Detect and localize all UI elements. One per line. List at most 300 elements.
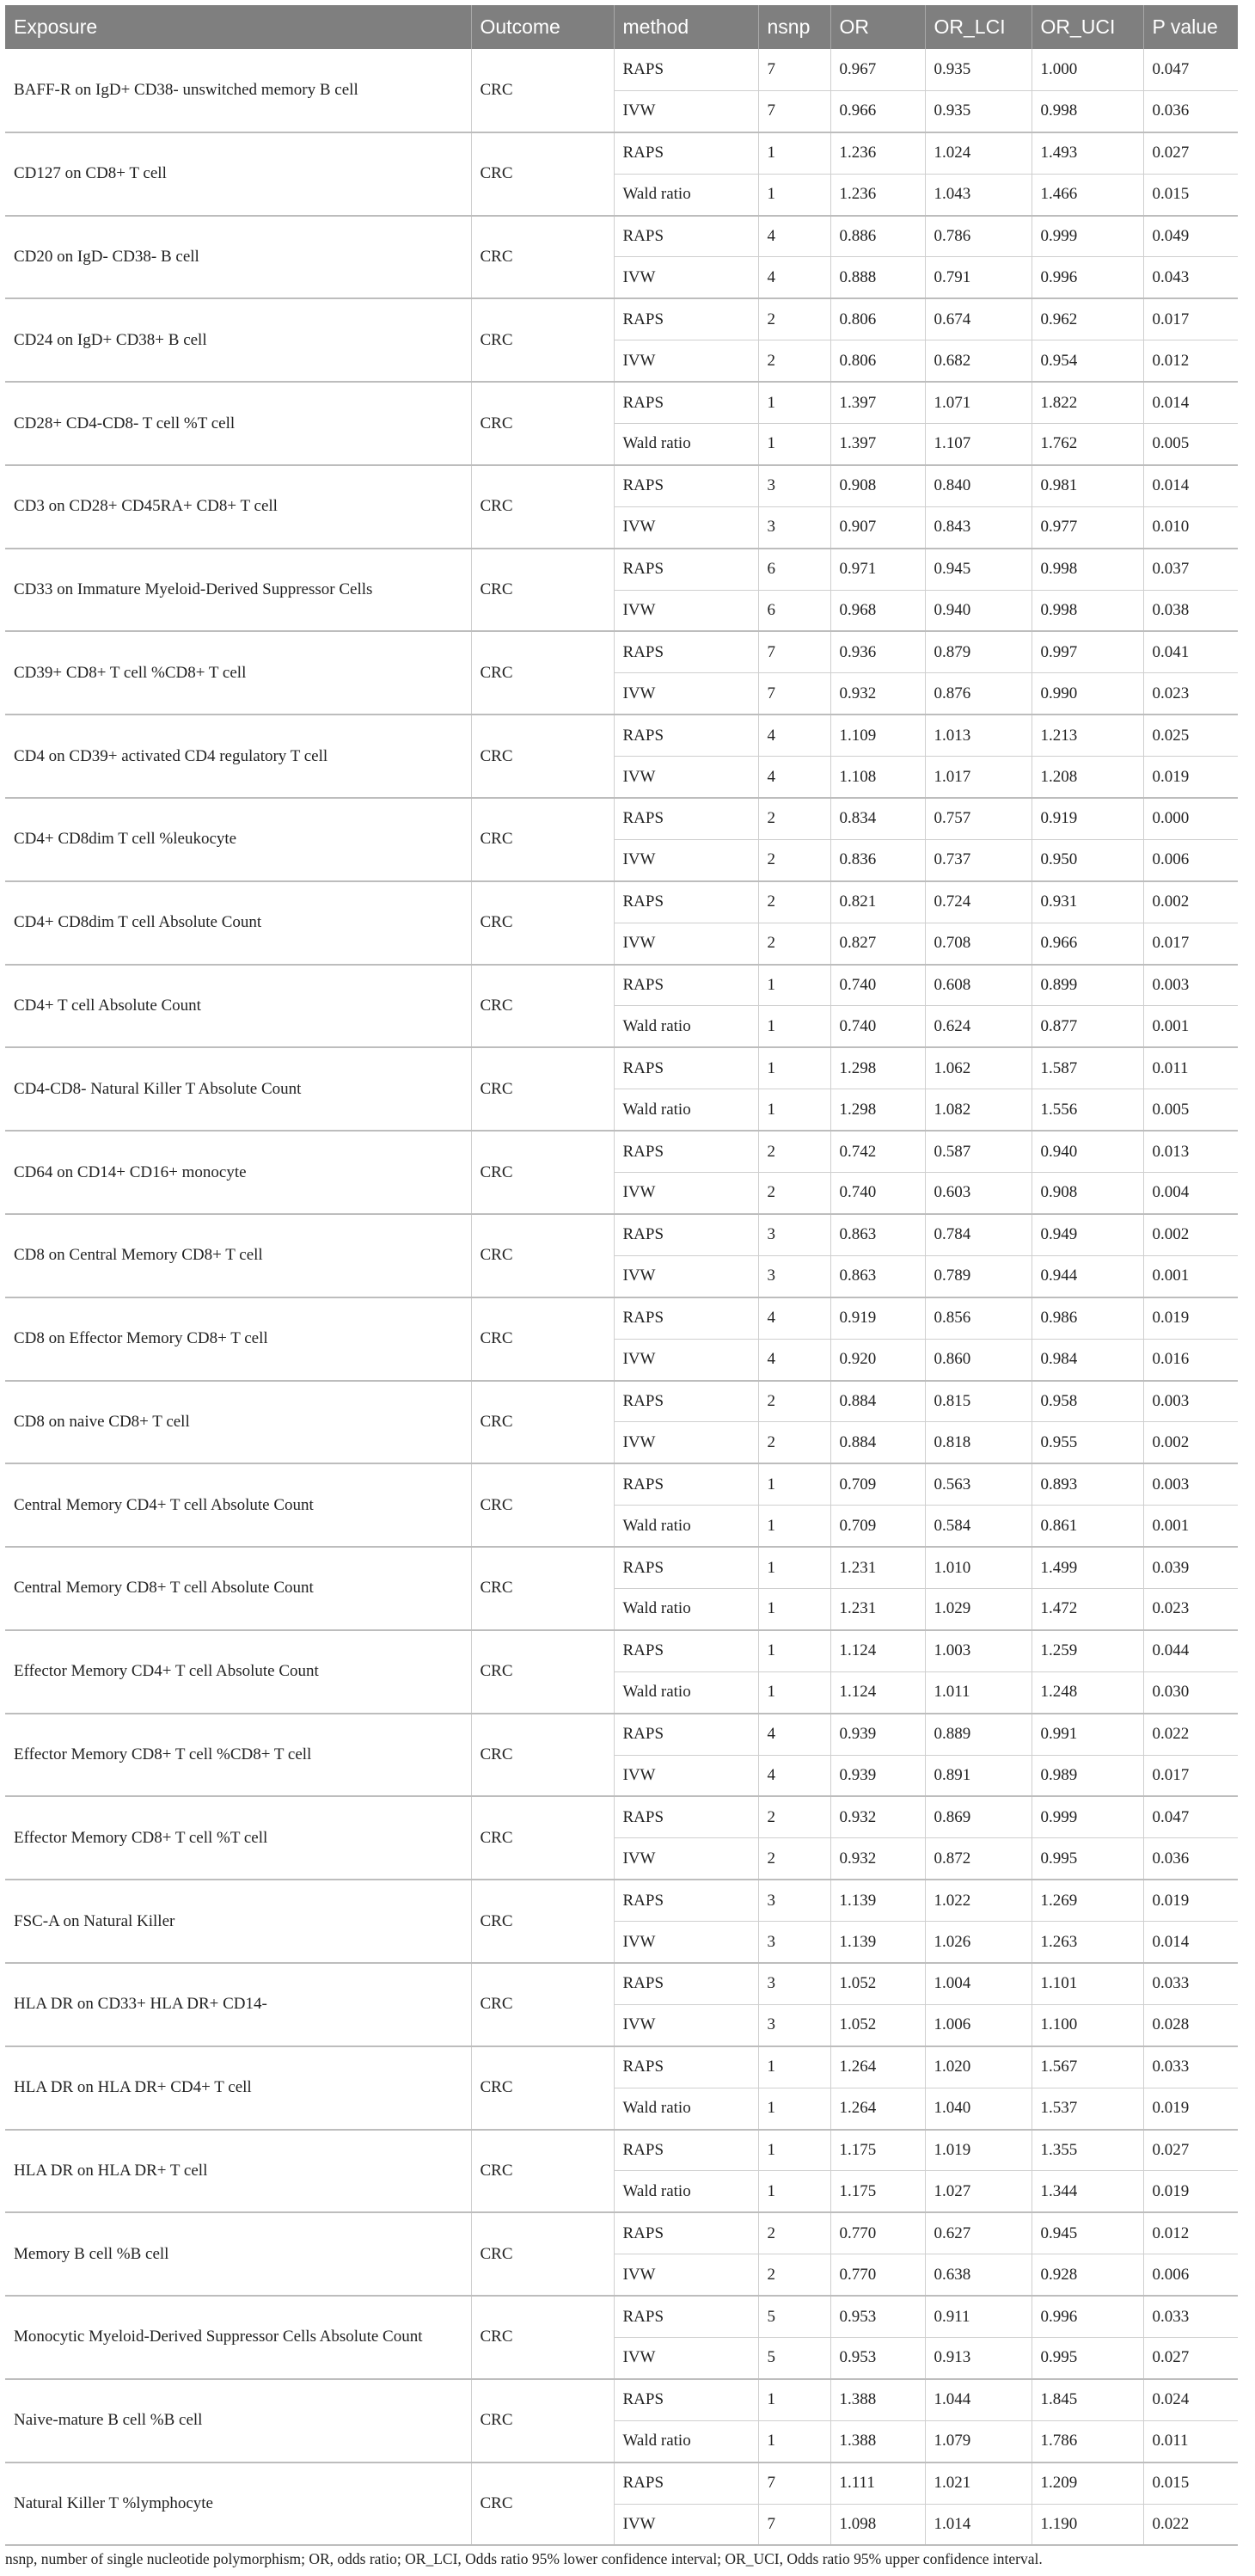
p-value-cell: 0.012 xyxy=(1143,2212,1238,2254)
outcome-cell: CRC xyxy=(471,1381,614,1464)
method-cell: IVW xyxy=(614,757,758,798)
nsnp-cell: 7 xyxy=(758,673,830,715)
p-value-cell: 0.019 xyxy=(1143,2171,1238,2212)
or-cell: 0.740 xyxy=(830,1006,925,1047)
or-cell: 0.884 xyxy=(830,1422,925,1463)
outcome-cell: CRC xyxy=(471,1714,614,1797)
method-cell: IVW xyxy=(614,2254,758,2296)
method-cell: RAPS xyxy=(614,2463,758,2504)
nsnp-cell: 4 xyxy=(758,1755,830,1796)
p-value-cell: 0.019 xyxy=(1143,1297,1238,1339)
or-lci-cell: 1.010 xyxy=(925,1547,1032,1588)
exposure-cell: Monocytic Myeloid-Derived Suppressor Cells Absolute Count xyxy=(5,2296,471,2379)
outcome-cell: CRC xyxy=(471,1297,614,1381)
or-lci-cell: 1.022 xyxy=(925,1880,1032,1921)
header-or-lci: OR_LCI xyxy=(925,5,1032,49)
or-uci-cell: 0.996 xyxy=(1032,2296,1143,2337)
or-uci-cell: 1.472 xyxy=(1032,1588,1143,1629)
exposure-cell: CD4+ CD8dim T cell Absolute Count xyxy=(5,881,471,965)
p-value-cell: 0.043 xyxy=(1143,257,1238,298)
nsnp-cell: 4 xyxy=(758,216,830,257)
nsnp-cell: 1 xyxy=(758,965,830,1006)
nsnp-cell: 4 xyxy=(758,715,830,756)
or-lci-cell: 1.006 xyxy=(925,2004,1032,2045)
table-row xyxy=(5,2212,1238,2254)
table-row xyxy=(5,1714,1238,1755)
or-cell: 1.397 xyxy=(830,424,925,465)
or-lci-cell: 1.027 xyxy=(925,2171,1032,2212)
or-lci-cell: 0.872 xyxy=(925,1838,1032,1880)
p-value-cell: 0.017 xyxy=(1143,1755,1238,1796)
nsnp-cell: 2 xyxy=(758,881,830,923)
method-cell: IVW xyxy=(614,257,758,298)
nsnp-cell: 2 xyxy=(758,839,830,880)
nsnp-cell: 3 xyxy=(758,2004,830,2045)
p-value-cell: 0.033 xyxy=(1143,2046,1238,2088)
or-cell: 1.111 xyxy=(830,2463,925,2504)
or-uci-cell: 1.248 xyxy=(1032,1671,1143,1713)
or-lci-cell: 1.026 xyxy=(925,1922,1032,1963)
or-cell: 1.388 xyxy=(830,2420,925,2462)
method-cell: RAPS xyxy=(614,1547,758,1588)
p-value-cell: 0.037 xyxy=(1143,549,1238,590)
nsnp-cell: 2 xyxy=(758,1838,830,1880)
or-lci-cell: 0.856 xyxy=(925,1297,1032,1339)
table-body xyxy=(5,49,1238,2545)
or-lci-cell: 0.674 xyxy=(925,298,1032,340)
method-cell: Wald ratio xyxy=(614,424,758,465)
or-uci-cell: 1.537 xyxy=(1032,2088,1143,2129)
outcome-cell: CRC xyxy=(471,1796,614,1880)
method-cell: RAPS xyxy=(614,382,758,423)
or-uci-cell: 0.944 xyxy=(1032,1255,1143,1297)
nsnp-cell: 2 xyxy=(758,923,830,964)
or-lci-cell: 0.563 xyxy=(925,1463,1032,1505)
nsnp-cell: 2 xyxy=(758,1381,830,1422)
or-lci-cell: 0.935 xyxy=(925,90,1032,132)
nsnp-cell: 4 xyxy=(758,1297,830,1339)
or-uci-cell: 1.466 xyxy=(1032,174,1143,215)
or-cell: 0.770 xyxy=(830,2254,925,2296)
or-cell: 1.109 xyxy=(830,715,925,756)
p-value-cell: 0.028 xyxy=(1143,2004,1238,2045)
method-cell: IVW xyxy=(614,506,758,548)
p-value-cell: 0.027 xyxy=(1143,2130,1238,2171)
nsnp-cell: 4 xyxy=(758,1339,830,1380)
or-cell: 1.124 xyxy=(830,1630,925,1671)
or-cell: 0.827 xyxy=(830,923,925,964)
method-cell: RAPS xyxy=(614,216,758,257)
or-uci-cell: 1.499 xyxy=(1032,1547,1143,1588)
p-value-cell: 0.027 xyxy=(1143,132,1238,174)
exposure-cell: CD39+ CD8+ T cell %CD8+ T cell xyxy=(5,631,471,715)
nsnp-cell: 1 xyxy=(758,174,830,215)
p-value-cell: 0.044 xyxy=(1143,1630,1238,1671)
or-uci-cell: 0.999 xyxy=(1032,216,1143,257)
or-uci-cell: 0.861 xyxy=(1032,1506,1143,1547)
p-value-cell: 0.002 xyxy=(1143,1422,1238,1463)
results-table xyxy=(5,5,1238,2546)
exposure-cell: CD4 on CD39+ activated CD4 regulatory T cell xyxy=(5,715,471,798)
or-cell: 0.863 xyxy=(830,1255,925,1297)
method-cell: IVW xyxy=(614,2004,758,2045)
header-or: OR xyxy=(830,5,925,49)
nsnp-cell: 7 xyxy=(758,2463,830,2504)
header-or-uci: OR_UCI xyxy=(1032,5,1143,49)
or-cell: 1.231 xyxy=(830,1547,925,1588)
table-row xyxy=(5,49,1238,90)
or-cell: 1.231 xyxy=(830,1588,925,1629)
nsnp-cell: 1 xyxy=(758,1463,830,1505)
or-cell: 0.770 xyxy=(830,2212,925,2254)
exposure-cell: CD64 on CD14+ CD16+ monocyte xyxy=(5,1131,471,1214)
table-row xyxy=(5,1047,1238,1089)
exposure-cell: CD4-CD8- Natural Killer T Absolute Count xyxy=(5,1047,471,1131)
or-lci-cell: 1.013 xyxy=(925,715,1032,756)
table-row xyxy=(5,216,1238,257)
nsnp-cell: 1 xyxy=(758,2130,830,2171)
or-lci-cell: 1.017 xyxy=(925,757,1032,798)
table-row xyxy=(5,2046,1238,2088)
nsnp-cell: 2 xyxy=(758,1131,830,1172)
or-cell: 0.836 xyxy=(830,839,925,880)
p-value-cell: 0.027 xyxy=(1143,2337,1238,2378)
or-uci-cell: 0.990 xyxy=(1032,673,1143,715)
method-cell: IVW xyxy=(614,2337,758,2378)
p-value-cell: 0.047 xyxy=(1143,49,1238,90)
method-cell: IVW xyxy=(614,1922,758,1963)
or-lci-cell: 0.784 xyxy=(925,1214,1032,1255)
or-cell: 1.124 xyxy=(830,1671,925,1713)
or-uci-cell: 1.822 xyxy=(1032,382,1143,423)
or-uci-cell: 1.587 xyxy=(1032,1047,1143,1089)
exposure-cell: CD3 on CD28+ CD45RA+ CD8+ T cell xyxy=(5,465,471,549)
or-uci-cell: 1.208 xyxy=(1032,757,1143,798)
p-value-cell: 0.036 xyxy=(1143,1838,1238,1880)
or-lci-cell: 0.860 xyxy=(925,1339,1032,1380)
header-outcome: Outcome xyxy=(471,5,614,49)
exposure-cell: CD4+ T cell Absolute Count xyxy=(5,965,471,1048)
header-method: method xyxy=(614,5,758,49)
method-cell: RAPS xyxy=(614,2212,758,2254)
or-uci-cell: 0.950 xyxy=(1032,839,1143,880)
exposure-cell: FSC-A on Natural Killer xyxy=(5,1880,471,1963)
or-lci-cell: 1.011 xyxy=(925,1671,1032,1713)
p-value-cell: 0.014 xyxy=(1143,465,1238,506)
outcome-cell: CRC xyxy=(471,1463,614,1547)
outcome-cell: CRC xyxy=(471,1214,614,1297)
method-cell: RAPS xyxy=(614,798,758,839)
or-uci-cell: 0.955 xyxy=(1032,1422,1143,1463)
exposure-cell: Memory B cell %B cell xyxy=(5,2212,471,2296)
or-uci-cell: 0.997 xyxy=(1032,631,1143,672)
or-cell: 0.919 xyxy=(830,1297,925,1339)
p-value-cell: 0.014 xyxy=(1143,382,1238,423)
nsnp-cell: 7 xyxy=(758,631,830,672)
exposure-cell: CD127 on CD8+ T cell xyxy=(5,132,471,216)
or-uci-cell: 1.213 xyxy=(1032,715,1143,756)
or-uci-cell: 0.998 xyxy=(1032,549,1143,590)
or-lci-cell: 0.945 xyxy=(925,549,1032,590)
table-row xyxy=(5,2463,1238,2504)
table-row xyxy=(5,965,1238,1006)
or-lci-cell: 1.003 xyxy=(925,1630,1032,1671)
method-cell: IVW xyxy=(614,1339,758,1380)
or-lci-cell: 0.840 xyxy=(925,465,1032,506)
or-lci-cell: 0.789 xyxy=(925,1255,1032,1297)
or-uci-cell: 0.899 xyxy=(1032,965,1143,1006)
or-uci-cell: 1.355 xyxy=(1032,2130,1143,2171)
outcome-cell: CRC xyxy=(471,881,614,965)
or-lci-cell: 0.638 xyxy=(925,2254,1032,2296)
p-value-cell: 0.015 xyxy=(1143,174,1238,215)
or-lci-cell: 1.043 xyxy=(925,174,1032,215)
p-value-cell: 0.005 xyxy=(1143,424,1238,465)
or-cell: 0.932 xyxy=(830,673,925,715)
header-exposure: Exposure xyxy=(5,5,471,49)
or-uci-cell: 0.998 xyxy=(1032,590,1143,631)
method-cell: RAPS xyxy=(614,2296,758,2337)
or-uci-cell: 1.259 xyxy=(1032,1630,1143,1671)
or-cell: 1.139 xyxy=(830,1880,925,1921)
p-value-cell: 0.049 xyxy=(1143,216,1238,257)
p-value-cell: 0.001 xyxy=(1143,1506,1238,1547)
method-cell: IVW xyxy=(614,590,758,631)
exposure-cell: CD20 on IgD- CD38- B cell xyxy=(5,216,471,299)
outcome-cell: CRC xyxy=(471,2379,614,2463)
outcome-cell: CRC xyxy=(471,2046,614,2130)
p-value-cell: 0.022 xyxy=(1143,2504,1238,2545)
or-lci-cell: 0.913 xyxy=(925,2337,1032,2378)
or-uci-cell: 0.931 xyxy=(1032,881,1143,923)
outcome-cell: CRC xyxy=(471,965,614,1048)
or-uci-cell: 1.100 xyxy=(1032,2004,1143,2045)
or-cell: 0.932 xyxy=(830,1796,925,1837)
p-value-cell: 0.038 xyxy=(1143,590,1238,631)
method-cell: RAPS xyxy=(614,49,758,90)
method-cell: RAPS xyxy=(614,631,758,672)
method-cell: RAPS xyxy=(614,1381,758,1422)
or-uci-cell: 0.977 xyxy=(1032,506,1143,548)
p-value-cell: 0.047 xyxy=(1143,1796,1238,1837)
nsnp-cell: 2 xyxy=(758,298,830,340)
method-cell: IVW xyxy=(614,1255,758,1297)
exposure-cell: CD33 on Immature Myeloid-Derived Suppressor Cells xyxy=(5,549,471,632)
exposure-cell: Naive-mature B cell %B cell xyxy=(5,2379,471,2463)
or-uci-cell: 1.000 xyxy=(1032,49,1143,90)
method-cell: Wald ratio xyxy=(614,174,758,215)
method-cell: IVW xyxy=(614,2504,758,2545)
or-lci-cell: 0.624 xyxy=(925,1006,1032,1047)
method-cell: IVW xyxy=(614,1838,758,1880)
p-value-cell: 0.019 xyxy=(1143,757,1238,798)
nsnp-cell: 7 xyxy=(758,90,830,132)
method-cell: RAPS xyxy=(614,1214,758,1255)
outcome-cell: CRC xyxy=(471,2130,614,2213)
table-row xyxy=(5,1963,1238,2004)
or-uci-cell: 0.966 xyxy=(1032,923,1143,964)
method-cell: RAPS xyxy=(614,715,758,756)
or-lci-cell: 1.004 xyxy=(925,1963,1032,2004)
or-cell: 0.908 xyxy=(830,465,925,506)
or-cell: 1.264 xyxy=(830,2046,925,2088)
p-value-cell: 0.003 xyxy=(1143,965,1238,1006)
outcome-cell: CRC xyxy=(471,549,614,632)
method-cell: IVW xyxy=(614,673,758,715)
nsnp-cell: 1 xyxy=(758,2379,830,2420)
method-cell: RAPS xyxy=(614,1714,758,1755)
table-footnote: nsnp, number of single nucleotide polymorphism; OR, odds ratio; OR_LCI, Odds ratio 95% lower confidence interval; OR_UCI, Odds ratio 95% upper confidence interval. xyxy=(5,2550,1043,2567)
nsnp-cell: 1 xyxy=(758,1006,830,1047)
or-cell: 0.932 xyxy=(830,1838,925,1880)
table-row xyxy=(5,1131,1238,1172)
table-row xyxy=(5,1381,1238,1422)
or-cell: 1.098 xyxy=(830,2504,925,2545)
nsnp-cell: 1 xyxy=(758,2046,830,2088)
or-cell: 1.052 xyxy=(830,1963,925,2004)
exposure-cell: CD28+ CD4-CD8- T cell %T cell xyxy=(5,382,471,465)
nsnp-cell: 7 xyxy=(758,2504,830,2545)
table-row xyxy=(5,382,1238,423)
p-value-cell: 0.019 xyxy=(1143,2088,1238,2129)
or-cell: 1.264 xyxy=(830,2088,925,2129)
header-nsnp: nsnp xyxy=(758,5,830,49)
or-uci-cell: 0.928 xyxy=(1032,2254,1143,2296)
or-lci-cell: 0.791 xyxy=(925,257,1032,298)
or-uci-cell: 0.998 xyxy=(1032,90,1143,132)
method-cell: RAPS xyxy=(614,1796,758,1837)
exposure-cell: Natural Killer T %lymphocyte xyxy=(5,2463,471,2546)
or-cell: 1.388 xyxy=(830,2379,925,2420)
outcome-cell: CRC xyxy=(471,1047,614,1131)
p-value-cell: 0.019 xyxy=(1143,1880,1238,1921)
method-cell: IVW xyxy=(614,1173,758,1214)
or-uci-cell: 0.958 xyxy=(1032,1381,1143,1422)
or-uci-cell: 0.991 xyxy=(1032,1714,1143,1755)
exposure-cell: Effector Memory CD8+ T cell %CD8+ T cell xyxy=(5,1714,471,1797)
nsnp-cell: 5 xyxy=(758,2337,830,2378)
or-uci-cell: 1.344 xyxy=(1032,2171,1143,2212)
or-cell: 1.298 xyxy=(830,1047,925,1089)
method-cell: Wald ratio xyxy=(614,2088,758,2129)
nsnp-cell: 1 xyxy=(758,424,830,465)
p-value-cell: 0.036 xyxy=(1143,90,1238,132)
method-cell: RAPS xyxy=(614,1131,758,1172)
method-cell: RAPS xyxy=(614,881,758,923)
or-lci-cell: 0.815 xyxy=(925,1381,1032,1422)
table-row xyxy=(5,132,1238,174)
or-lci-cell: 0.935 xyxy=(925,49,1032,90)
or-lci-cell: 0.889 xyxy=(925,1714,1032,1755)
or-uci-cell: 0.996 xyxy=(1032,257,1143,298)
or-lci-cell: 1.062 xyxy=(925,1047,1032,1089)
nsnp-cell: 5 xyxy=(758,2296,830,2337)
or-lci-cell: 1.020 xyxy=(925,2046,1032,2088)
method-cell: IVW xyxy=(614,1755,758,1796)
outcome-cell: CRC xyxy=(471,132,614,216)
method-cell: Wald ratio xyxy=(614,1506,758,1547)
exposure-cell: HLA DR on HLA DR+ T cell xyxy=(5,2130,471,2213)
or-cell: 0.821 xyxy=(830,881,925,923)
or-cell: 1.175 xyxy=(830,2130,925,2171)
or-lci-cell: 0.608 xyxy=(925,965,1032,1006)
or-uci-cell: 0.954 xyxy=(1032,340,1143,382)
exposure-cell: Effector Memory CD4+ T cell Absolute Count xyxy=(5,1630,471,1714)
table-row xyxy=(5,1880,1238,1921)
p-value-cell: 0.023 xyxy=(1143,673,1238,715)
p-value-cell: 0.022 xyxy=(1143,1714,1238,1755)
table-row xyxy=(5,1297,1238,1339)
exposure-cell: CD8 on naive CD8+ T cell xyxy=(5,1381,471,1464)
or-uci-cell: 1.101 xyxy=(1032,1963,1143,2004)
outcome-cell: CRC xyxy=(471,49,614,132)
nsnp-cell: 1 xyxy=(758,1047,830,1089)
or-uci-cell: 0.908 xyxy=(1032,1173,1143,1214)
method-cell: RAPS xyxy=(614,1880,758,1921)
or-uci-cell: 0.945 xyxy=(1032,2212,1143,2254)
method-cell: RAPS xyxy=(614,1047,758,1089)
or-lci-cell: 1.021 xyxy=(925,2463,1032,2504)
p-value-cell: 0.025 xyxy=(1143,715,1238,756)
or-lci-cell: 0.737 xyxy=(925,839,1032,880)
outcome-cell: CRC xyxy=(471,216,614,299)
or-lci-cell: 1.019 xyxy=(925,2130,1032,2171)
outcome-cell: CRC xyxy=(471,382,614,465)
p-value-cell: 0.030 xyxy=(1143,1671,1238,1713)
p-value-cell: 0.013 xyxy=(1143,1131,1238,1172)
or-uci-cell: 1.263 xyxy=(1032,1922,1143,1963)
or-cell: 0.709 xyxy=(830,1463,925,1505)
or-lci-cell: 0.603 xyxy=(925,1173,1032,1214)
nsnp-cell: 4 xyxy=(758,757,830,798)
nsnp-cell: 1 xyxy=(758,1630,830,1671)
p-value-cell: 0.024 xyxy=(1143,2379,1238,2420)
or-lci-cell: 0.869 xyxy=(925,1796,1032,1837)
method-cell: RAPS xyxy=(614,465,758,506)
p-value-cell: 0.041 xyxy=(1143,631,1238,672)
table-row xyxy=(5,2130,1238,2171)
nsnp-cell: 2 xyxy=(758,1422,830,1463)
p-value-cell: 0.006 xyxy=(1143,2254,1238,2296)
or-lci-cell: 1.079 xyxy=(925,2420,1032,2462)
p-value-cell: 0.023 xyxy=(1143,1588,1238,1629)
method-cell: IVW xyxy=(614,923,758,964)
or-lci-cell: 0.940 xyxy=(925,590,1032,631)
method-cell: RAPS xyxy=(614,549,758,590)
table-row xyxy=(5,465,1238,506)
outcome-cell: CRC xyxy=(471,1880,614,1963)
outcome-cell: CRC xyxy=(471,465,614,549)
or-cell: 1.175 xyxy=(830,2171,925,2212)
p-value-cell: 0.015 xyxy=(1143,2463,1238,2504)
p-value-cell: 0.005 xyxy=(1143,1089,1238,1131)
or-uci-cell: 0.877 xyxy=(1032,1006,1143,1047)
table-row xyxy=(5,1214,1238,1255)
or-uci-cell: 1.209 xyxy=(1032,2463,1143,2504)
p-value-cell: 0.003 xyxy=(1143,1381,1238,1422)
or-uci-cell: 0.962 xyxy=(1032,298,1143,340)
exposure-cell: HLA DR on CD33+ HLA DR+ CD14- xyxy=(5,1963,471,2046)
p-value-cell: 0.002 xyxy=(1143,881,1238,923)
or-cell: 1.236 xyxy=(830,174,925,215)
or-lci-cell: 0.911 xyxy=(925,2296,1032,2337)
table-row xyxy=(5,2379,1238,2420)
method-cell: RAPS xyxy=(614,1630,758,1671)
exposure-cell: Central Memory CD8+ T cell Absolute Count xyxy=(5,1547,471,1630)
or-lci-cell: 1.014 xyxy=(925,2504,1032,2545)
table-row xyxy=(5,298,1238,340)
exposure-cell: HLA DR on HLA DR+ CD4+ T cell xyxy=(5,2046,471,2130)
